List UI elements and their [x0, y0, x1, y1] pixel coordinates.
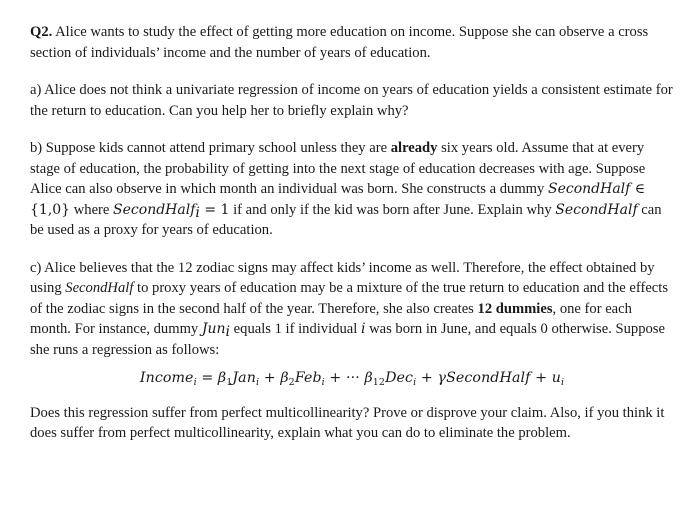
eq-dec: Dec — [385, 370, 414, 386]
eq-sub-i: i — [193, 377, 197, 388]
eq-sub-2: 2 — [288, 377, 295, 388]
var-secondhalf: SecondHalf — [547, 181, 631, 197]
eq-sub-1: 1 — [226, 377, 233, 388]
eq-feb: Feb — [294, 370, 322, 386]
question-intro — [30, 22, 674, 63]
eq-income: Income — [139, 370, 194, 386]
part-c-text-2: to proxy years of education may be a mixture of the true return to education and the effects of the zodiac signs in the second half of the year. Therefore, she also creates — [30, 280, 669, 317]
regression-equation — [30, 368, 674, 389]
eq-sub-i: i — [255, 377, 260, 388]
eq-secondhalf: SecondHalf — [446, 370, 531, 386]
part-a — [30, 80, 674, 121]
var-jun: Jun — [201, 321, 226, 337]
eq-jan: Jan — [232, 370, 256, 386]
subscript-i: i — [225, 324, 231, 340]
var-i: i — [360, 321, 366, 337]
eq-beta-1: β — [217, 370, 227, 386]
part-c-text-1: c) Alice believes that the 12 zodiac signs may affect kids’ income as well. Therefore, the effect obtained by using — [30, 259, 655, 296]
eq-equals: = — [196, 370, 218, 386]
part-b-bold-already: already — [390, 140, 438, 156]
part-b — [30, 138, 674, 241]
part-c-bold-12-dummies: 12 dummies — [477, 300, 553, 317]
part-b-text-4: if and only if the kid was born after June. Explain why — [229, 201, 556, 218]
eq-plus-4: + — [530, 370, 552, 386]
question-number: Q2. — [30, 24, 53, 40]
closing-question — [30, 403, 674, 444]
part-b-text-3: where — [70, 201, 114, 218]
equals-one: = 1 — [199, 201, 230, 218]
part-b-text-1: b) Suppose kids cannot attend primary school unless they are — [30, 140, 391, 156]
eq-sub-i: i — [560, 377, 565, 388]
eq-sub-12: 12 — [372, 377, 386, 388]
var-secondhalf-i: SecondHalf — [113, 201, 196, 218]
eq-plus-dots: + ··· — [324, 370, 365, 386]
eq-gamma: γ — [437, 370, 447, 386]
eq-sub-i: i — [413, 377, 417, 388]
subscript-i: i — [195, 204, 200, 221]
part-c-text-4: equals 1 if individual — [230, 321, 361, 337]
part-b-text-2: six years old. Assume that at every stage of education, the probability of getting into the next stage of education decreases with age. Suppose Alice can also observe in which month an individual was born. She constructs a dummy — [30, 140, 646, 197]
question-intro-text: Alice wants to study the effect of getting more education on income. Suppose she can observe a cross section of individuals’ income and the number of years of education. — [30, 24, 649, 61]
part-c-italic-secondhalf: SecondHalf — [65, 280, 134, 296]
part-c-text-3: , one for each month. For instance, dummy — [30, 300, 632, 337]
eq-plus-3: + — [416, 370, 438, 386]
eq-sub-i: i — [321, 377, 325, 388]
part-b-text-5: can be used as a proxy for years of education. — [30, 201, 662, 238]
eq-beta-12: β — [364, 370, 373, 386]
eq-plus-1: + — [259, 370, 281, 386]
part-c-text-5: was born in June, and equals 0 otherwise. Suppose she runs a regression as follows: — [30, 321, 665, 358]
var-secondhalf-2: SecondHalf — [555, 201, 638, 218]
eq-u: u — [551, 370, 561, 386]
part-c — [30, 258, 674, 361]
closing-text: Does this regression suffer from perfect multicollinearity? Prove or disprove your claim. Also, if you think it does suffer from perfect multicollinearity, explain what you can do to eliminate the problem. — [30, 404, 665, 441]
part-a-text: a) Alice does not think a univariate regression of income on years of education yields a consistent estimate for the return to education. Can you help her to briefly explain why? — [30, 82, 673, 119]
eq-beta-2: β — [280, 370, 289, 386]
set-membership: ∈ {1,0} — [30, 181, 646, 218]
